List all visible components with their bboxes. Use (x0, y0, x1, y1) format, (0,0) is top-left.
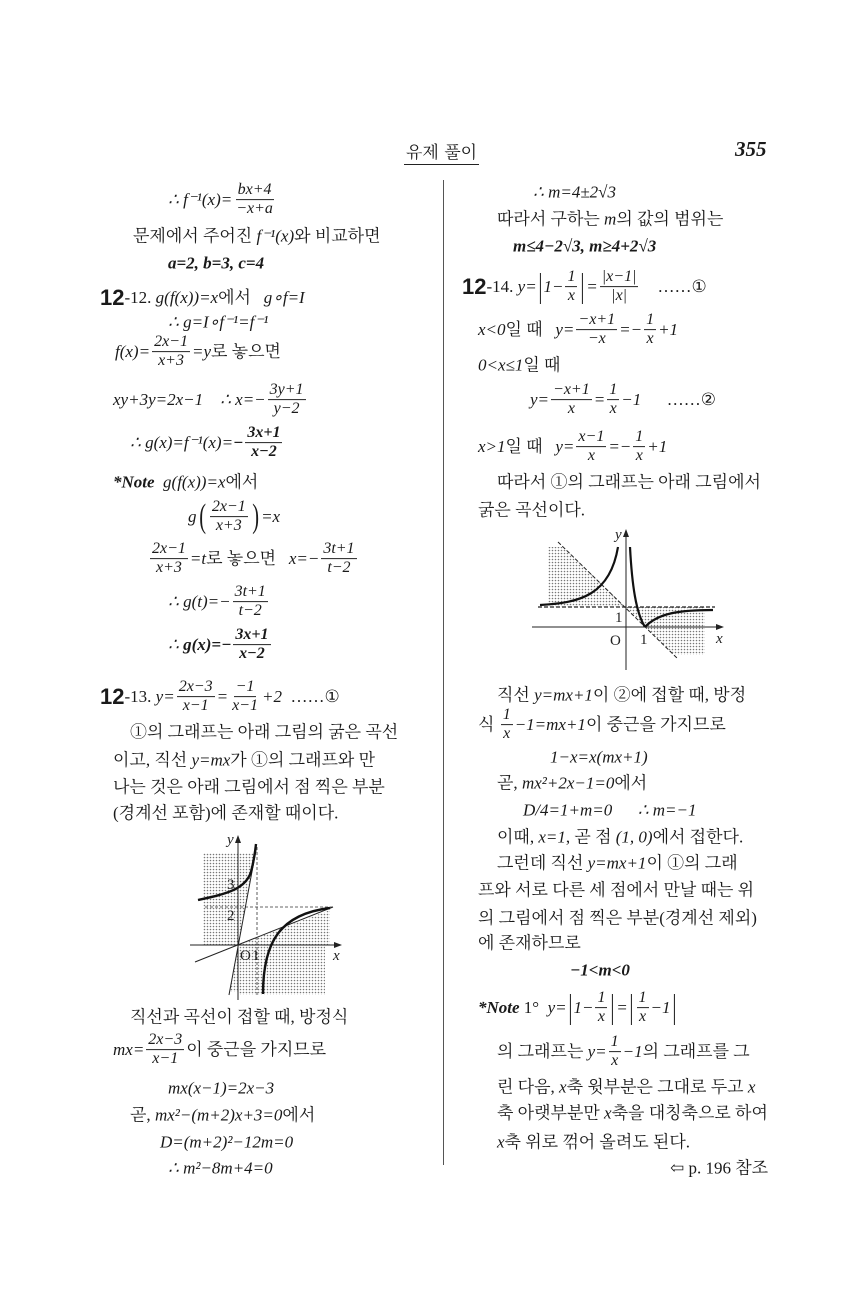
text-line-r27 (670, 1158, 768, 1177)
fraction-denominator: y−2 (273, 400, 300, 418)
fraction (551, 381, 592, 419)
text: 직선과 곡선이 접할 때, 방정식 (130, 1007, 349, 1027)
text-line-r8 (478, 428, 667, 466)
text-line-r3 (513, 236, 656, 255)
text: 일 때 (505, 436, 556, 456)
text: 문제에서 주어진 (133, 226, 257, 246)
math-expression: = (616, 997, 628, 1017)
x-axis-arrow (716, 624, 724, 630)
text: 프와 서로 다른 세 점에서 만날 때는 위 (478, 880, 755, 900)
math-expression: ∴ m²−8m+4=0 (168, 1158, 273, 1178)
fraction-numerator: 3x+1 (233, 626, 270, 645)
math-expression: ∴ g=I∘f⁻¹=f⁻¹ (168, 312, 269, 332)
text-line-r5 (478, 311, 678, 349)
fraction (234, 181, 275, 219)
text: -13. (124, 686, 156, 706)
math-expression: D=(m+2)²−12m=0 (160, 1132, 294, 1152)
large-delimiter: ) (252, 498, 259, 535)
fraction-numerator: 1 (633, 428, 645, 447)
fraction-denominator: −x (587, 330, 606, 348)
y-axis-label: y (615, 527, 622, 543)
text: -12. (124, 287, 156, 307)
math-expression: g(f(x))=x (163, 472, 226, 492)
text-line-l24 (168, 1158, 273, 1177)
fraction-numerator: 1 (565, 268, 577, 287)
fraction (268, 381, 306, 419)
text: 식 (478, 714, 499, 734)
fraction-numerator: 3t+1 (233, 583, 268, 602)
text-line-r16 (497, 827, 785, 846)
text: 곧, (497, 773, 522, 793)
fraction-denominator: x−2 (251, 443, 277, 461)
text-line-l22 (130, 1105, 315, 1124)
math-expression: (1, 0) (615, 827, 653, 847)
fraction-numerator: 2x−3 (146, 1031, 184, 1050)
text: ⇦ p. 196 참조 (670, 1158, 769, 1178)
fraction (633, 428, 645, 466)
text: 곧, (130, 1105, 155, 1125)
text-line-r14 (497, 773, 647, 792)
fraction (607, 381, 619, 419)
fraction-numerator: −x+1 (551, 381, 592, 400)
text-line-l20 (113, 1031, 326, 1069)
text: 일 때 (505, 319, 556, 339)
fraction-denominator: −x+a (236, 200, 273, 218)
math-expression: = (593, 389, 606, 409)
math-expression: f(x)= (115, 341, 151, 361)
text-line-r11 (497, 685, 785, 704)
math-expression: +1 (647, 436, 668, 456)
fraction-denominator: x+3 (215, 517, 242, 535)
text: , 곧 점 (565, 827, 616, 847)
text: 의 그림에서 점 찍은 부분(경계선 제외) (478, 908, 757, 928)
text: 이때, (497, 827, 539, 847)
math-expression: D/4=1+m=0 ∴ m=−1 (523, 800, 697, 820)
math-expression: ∴ m=4±2√3 (533, 182, 616, 202)
text: 이고, 직선 (113, 750, 192, 770)
math-expression-bold: g(x)=− (183, 634, 232, 654)
fraction-numerator: 2x−1 (210, 498, 248, 517)
text: 에 존재하므로 (478, 933, 581, 953)
math-expression: −1=mx+1 (514, 714, 586, 734)
math-expression: y=mx+1 (534, 685, 593, 705)
math-expression: x=− (288, 548, 320, 568)
fraction-numerator: −1 (234, 678, 257, 697)
text-line-l2 (133, 226, 381, 245)
text: 에서 (225, 472, 259, 492)
text-line-l4 (100, 286, 305, 310)
fraction (210, 498, 248, 536)
fraction-denominator: t−2 (238, 602, 262, 620)
math-expression: y= (587, 1041, 607, 1061)
math-expression: y= (155, 686, 175, 706)
page-number: 355 (735, 137, 767, 161)
large-delimiter: | (538, 268, 543, 305)
text: 축 위로 꺾어 올려도 된다. (504, 1132, 691, 1152)
text-line-r12 (478, 706, 726, 744)
math-expression: +2 (261, 686, 282, 706)
y-axis-arrow (235, 835, 241, 843)
math-expression: ∴ f⁻¹(x)= (168, 189, 233, 209)
math-expression: g∘f=I (263, 287, 305, 307)
fraction-denominator: x−2 (239, 645, 265, 663)
fraction-numerator: 1 (637, 989, 649, 1008)
math-expression: = (216, 686, 229, 706)
fraction-numerator: 1 (607, 381, 619, 400)
math-expression: ∴ (168, 634, 184, 654)
text: 그런데 직선 (497, 853, 588, 873)
fraction-numerator: 1 (609, 1033, 621, 1052)
math-expression: y= (547, 997, 567, 1017)
fraction (152, 333, 190, 371)
fraction-denominator: x−1 (152, 1050, 179, 1068)
math-expression: y= (517, 276, 537, 296)
fraction-numerator: 3x+1 (245, 424, 282, 443)
math-expression: m (604, 209, 617, 229)
text: 린 다음, (497, 1077, 560, 1097)
math-expression: x (604, 1103, 612, 1123)
math-expression: y= (555, 319, 575, 339)
text-line-r10 (478, 500, 585, 519)
math-expression: mx(x−1)=2x−3 (168, 1078, 275, 1098)
shaded-region (548, 547, 626, 607)
fraction-numerator: 2x−3 (177, 678, 215, 697)
text: ……① (640, 276, 707, 296)
large-delimiter: | (580, 268, 585, 305)
fraction (595, 989, 607, 1027)
text-line-l3 (168, 253, 264, 272)
text: 에서 (218, 287, 264, 307)
fraction (150, 540, 188, 578)
text-line-l18 (113, 803, 338, 822)
fraction (146, 1031, 184, 1069)
text-line-l6 (115, 333, 281, 371)
x-tick-1: 1 (252, 948, 260, 964)
text-line-r21 (570, 960, 630, 979)
math-expression: x (747, 1077, 756, 1097)
text-line-l10 (188, 498, 280, 536)
text: 굵은 곡선이다. (478, 500, 586, 520)
fraction (233, 583, 268, 621)
fraction-denominator: |x| (611, 287, 628, 305)
math-expression: mx²+2x−1=0 (521, 773, 615, 793)
fraction-numerator: |x−1| (600, 268, 639, 287)
math-expression: −1 (650, 997, 671, 1017)
fraction-denominator: x (646, 330, 654, 348)
math-expression: −1 (622, 1041, 643, 1061)
problem-number: 12 (100, 284, 125, 310)
fraction-numerator: 1 (501, 706, 513, 725)
math-expression: g (188, 506, 197, 526)
math-expression: =− (608, 436, 632, 456)
note-label: *Note (113, 472, 155, 492)
text: 축 윗부분은 그대로 두고 (566, 1077, 748, 1097)
fraction (230, 678, 260, 716)
fraction-denominator: x−1 (182, 697, 209, 715)
fraction (600, 268, 639, 306)
math-expression: 1− (543, 276, 564, 296)
text: 이 ②에 접할 때, 방정 (592, 685, 747, 705)
text: 로 놓으면 (211, 341, 281, 361)
text: -14. (486, 276, 518, 296)
fraction (576, 428, 606, 466)
text-line-l16 (113, 750, 428, 769)
text-line-r24 (497, 1077, 785, 1096)
text: 나는 것은 아래 그림에서 점 찍은 부분 (113, 777, 385, 797)
math-expression: = (586, 276, 598, 296)
x-axis-label: x (333, 948, 340, 964)
text: 축 아랫부분만 (497, 1103, 605, 1123)
fraction (565, 268, 577, 306)
fraction-denominator: x (638, 1008, 647, 1026)
graph-12-14 (530, 525, 730, 675)
origin-label: O (610, 633, 621, 649)
fraction-denominator: x+3 (158, 352, 184, 370)
text: 에서 접한다. (652, 827, 744, 847)
text-line-r4 (462, 268, 707, 306)
text: 일 때 (523, 355, 561, 375)
text: 로 놓으면 (206, 548, 289, 568)
y-tick-3: 3 (227, 877, 235, 893)
fraction-denominator: x (609, 400, 617, 418)
math-expression: y=mx+1 (587, 853, 647, 873)
large-delimiter: | (671, 989, 676, 1026)
text-line-l23 (160, 1132, 293, 1151)
text-line-r15 (523, 800, 696, 819)
fraction-denominator: x (567, 287, 576, 305)
fraction-denominator: x (503, 725, 511, 743)
math-expression: x<0 (478, 319, 506, 339)
math-expression: y= (530, 389, 550, 409)
fraction-denominator: t−2 (327, 559, 351, 577)
y-axis-label: y (227, 832, 234, 848)
text: 축을 대칭축으로 하여 (611, 1103, 768, 1123)
math-expression: x>1 (478, 436, 506, 456)
text-line-l21 (168, 1078, 274, 1097)
text-line-r20 (478, 933, 581, 952)
problem-number: 12 (462, 273, 487, 299)
fraction-numerator: 2x−1 (150, 540, 188, 559)
y-axis-arrow (623, 529, 629, 537)
math-expression-bold: −1<m<0 (570, 960, 630, 980)
text-line-l19 (130, 1007, 348, 1026)
math-expression: =y (191, 341, 211, 361)
math-expression-bold: − (233, 432, 244, 452)
fraction (321, 540, 356, 578)
math-expression: 1− (573, 997, 594, 1017)
fraction-numerator: 3t+1 (321, 540, 356, 559)
text-line-r26 (497, 1132, 690, 1151)
text-line-r25 (497, 1103, 785, 1122)
math-expression-bold: m≤4−2√3, m≥4+2√3 (513, 236, 657, 256)
text-line-r17 (497, 853, 785, 872)
text: 의 값의 범위는 (616, 209, 724, 229)
column-divider (443, 180, 444, 1165)
y-tick-2: 2 (227, 908, 235, 924)
text-line-l5 (168, 312, 268, 331)
text-line-r19 (478, 908, 785, 927)
fraction-denominator: x−1 (232, 697, 258, 715)
large-delimiter: | (629, 989, 634, 1026)
fraction-denominator: x (635, 447, 643, 465)
x-tick-1: 1 (640, 632, 648, 648)
text: 이 중근을 가지므로 (186, 1039, 327, 1059)
fraction-numerator: −x+1 (576, 311, 617, 330)
text-line-l12 (168, 583, 270, 621)
note-label: *Note (478, 997, 520, 1017)
math-expression: ∴ g(t)=− (168, 591, 231, 611)
text-line-r1 (533, 182, 616, 201)
problem-number: 12 (100, 683, 125, 709)
fraction-denominator: x+3 (156, 559, 182, 577)
text-line-r6 (478, 355, 560, 374)
fraction-numerator: bx+4 (236, 181, 274, 200)
text: 에서 (614, 773, 648, 793)
text-line-l8 (130, 424, 284, 462)
text-line-l9 (113, 472, 258, 491)
fraction (233, 626, 270, 664)
math-expression: 1−x=x(mx+1) (550, 747, 648, 767)
text-line-r13 (550, 747, 648, 766)
text: 의 그래프는 (497, 1041, 588, 1061)
text-line-l15 (130, 722, 428, 741)
text-line-l1 (168, 181, 277, 219)
math-expression-bold: a=2, b=3, c=4 (168, 253, 265, 273)
y-tick-1: 1 (615, 610, 623, 626)
fraction-numerator: 3y+1 (268, 381, 306, 400)
fraction-denominator: x (567, 400, 575, 418)
math-expression: f⁻¹(x) (256, 226, 295, 246)
fraction (609, 1033, 621, 1071)
text: ……① (281, 686, 340, 706)
text-line-r2 (497, 209, 723, 228)
large-delimiter: | (610, 989, 615, 1026)
text: 1° (519, 997, 548, 1017)
math-expression: y=mx (191, 750, 231, 770)
math-expression: −1 (621, 389, 642, 409)
fraction (501, 706, 513, 744)
text (155, 473, 164, 492)
math-expression: x=1 (538, 827, 566, 847)
text: ①의 그래프는 아래 그림의 굵은 곡선 (130, 722, 399, 742)
math-expression: mx²−(m+2)x+3=0 (154, 1105, 283, 1125)
fraction-denominator: x (587, 447, 595, 465)
origin-label: O (240, 948, 251, 964)
math-expression: xy+3y=2x−1 ∴ x=− (113, 389, 266, 409)
math-expression: =t (189, 548, 207, 568)
text: (경계선 포함)에 존재할 때이다. (113, 803, 339, 823)
text: 따라서 ①의 그래프는 아래 그림에서 (497, 472, 761, 492)
text-line-l17 (113, 777, 428, 796)
large-delimiter: | (568, 989, 573, 1026)
fraction-numerator: 1 (644, 311, 656, 330)
math-expression: x (497, 1132, 505, 1152)
fraction (637, 989, 649, 1027)
graph-12-13 (185, 832, 350, 1002)
text: 에서 (282, 1105, 316, 1125)
text-line-r22 (478, 989, 677, 1027)
text-line-l13 (168, 626, 273, 664)
text: 의 그래프를 그 (642, 1041, 750, 1061)
fraction (177, 678, 215, 716)
text-line-l7 (113, 381, 308, 419)
math-expression: mx= (113, 1039, 145, 1059)
fraction-numerator: 2x−1 (152, 333, 190, 352)
text-line-l11 (148, 540, 359, 578)
math-expression: y= (555, 436, 575, 456)
fraction-numerator: 1 (595, 989, 607, 1008)
math-expression: =x (261, 506, 281, 526)
math-expression: g(f(x))=x (155, 287, 219, 307)
text-line-r9 (497, 472, 785, 491)
text: 와 비교하면 (294, 226, 381, 246)
large-delimiter: ( (198, 498, 206, 535)
text: ……② (641, 389, 716, 409)
math-expression: +1 (658, 319, 679, 339)
fraction (245, 424, 282, 462)
text-line-l14 (100, 678, 340, 716)
fraction-denominator: x (597, 1008, 605, 1026)
x-axis-label: x (716, 631, 723, 647)
text-line-r7 (530, 381, 716, 419)
math-expression: x (559, 1077, 567, 1097)
text: 따라서 구하는 (497, 209, 605, 229)
fraction-denominator: x (611, 1052, 619, 1070)
text: 직선 (497, 685, 535, 705)
text: 이 ①의 그래 (646, 853, 738, 873)
math-expression: ∴ g(x)=f⁻¹(x)= (130, 432, 234, 452)
text: 가 ①의 그래프와 만 (230, 750, 376, 770)
math-expression: =− (619, 319, 643, 339)
fraction-numerator: x−1 (576, 428, 606, 447)
section-title: 유제 풀이 (404, 138, 479, 165)
text-line-r18 (478, 880, 785, 899)
text: 이 중근을 가지므로 (585, 714, 726, 734)
math-expression: 0<x≤1 (478, 355, 524, 375)
shaded-region (203, 853, 238, 945)
fraction (576, 311, 617, 349)
text-line-r23 (497, 1033, 785, 1071)
fraction (644, 311, 656, 349)
